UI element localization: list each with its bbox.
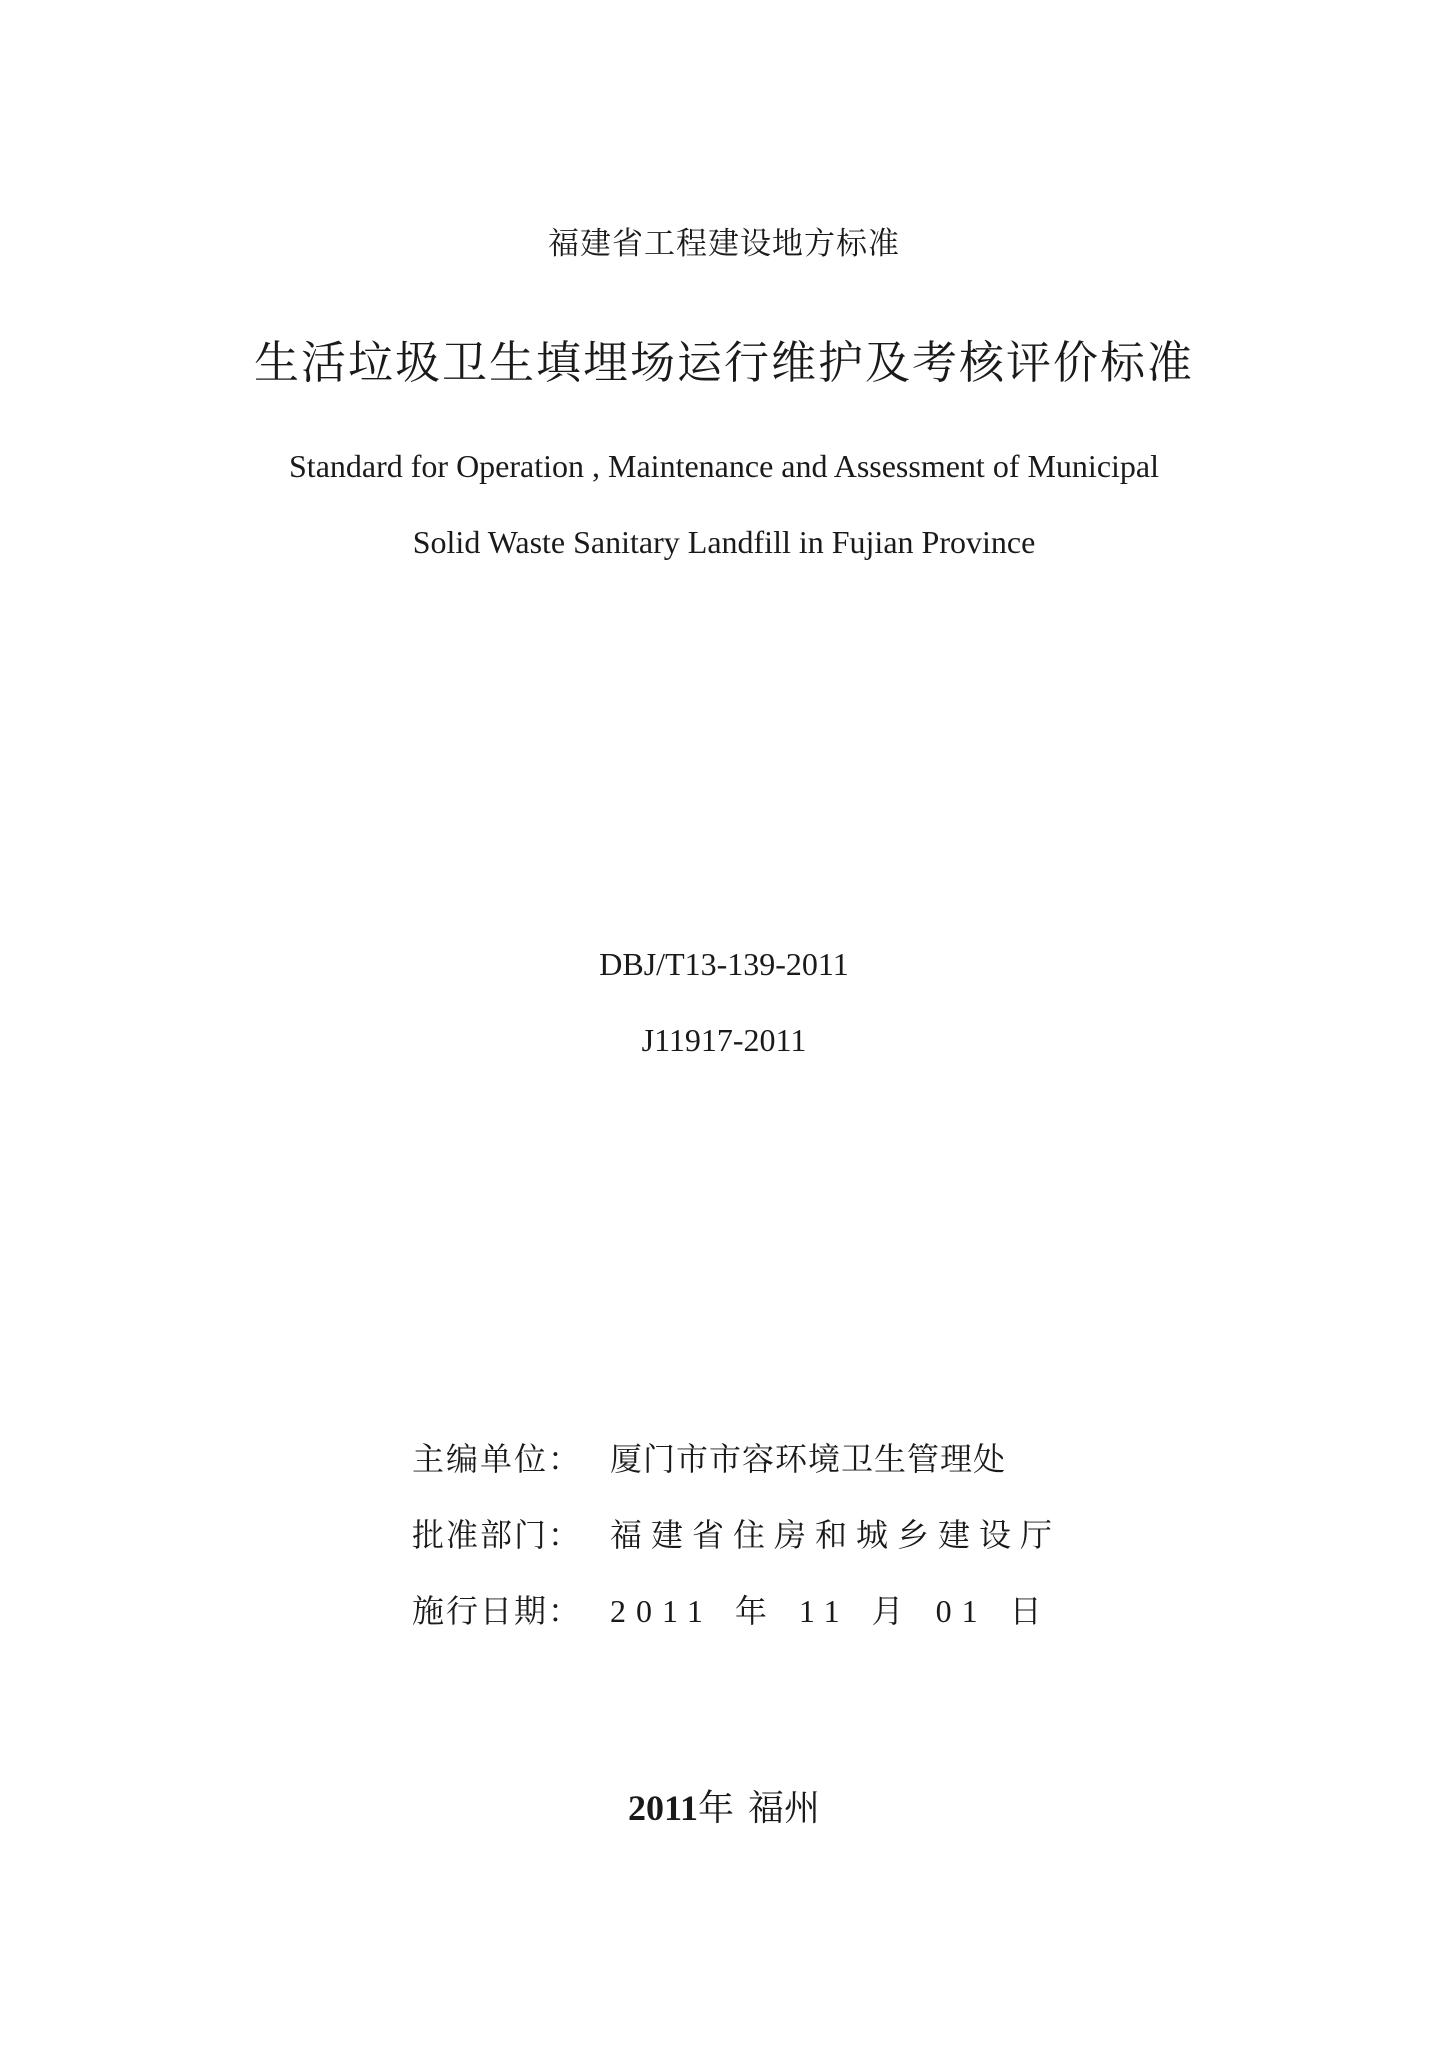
english-title-line-2: Solid Waste Sanitary Landfill in Fujian Province bbox=[412, 524, 1036, 560]
date-year: 2011 bbox=[610, 1593, 713, 1629]
footer-city: 福州 bbox=[748, 1788, 821, 1829]
english-title-line-1: Standard for Operation , Maintenance and Assessment of Municipal bbox=[289, 448, 1159, 484]
footer-year-unit: 年 bbox=[697, 1788, 734, 1829]
series-title: 福建省工程建设地方标准 bbox=[548, 226, 900, 262]
editor-label: 主编单位： bbox=[412, 1440, 583, 1478]
date-day: 01 bbox=[935, 1593, 988, 1629]
date-year-unit: 年 bbox=[734, 1593, 777, 1629]
record-code: J11917-2011 bbox=[641, 1022, 807, 1058]
date-month-unit: 月 bbox=[871, 1593, 914, 1629]
footer-year: 2011 bbox=[627, 1788, 698, 1828]
standard-code: DBJ/T13-139-2011 bbox=[599, 946, 849, 982]
effective-date-label: 施行日期： bbox=[412, 1592, 583, 1630]
approver-label: 批准部门： bbox=[412, 1516, 583, 1554]
publication-footer bbox=[0, 1780, 1448, 1831]
editor-value: 厦门市市容环境卫生管理处 bbox=[610, 1440, 1007, 1478]
main-title: 生活垃圾卫生填埋场运行维护及考核评价标准 bbox=[253, 336, 1194, 389]
date-day-unit: 日 bbox=[1009, 1593, 1052, 1629]
date-month: 11 bbox=[798, 1593, 850, 1629]
approver-value: 福建省住房和城乡建设厅 bbox=[610, 1516, 1062, 1554]
effective-date-value bbox=[610, 1586, 1052, 1632]
